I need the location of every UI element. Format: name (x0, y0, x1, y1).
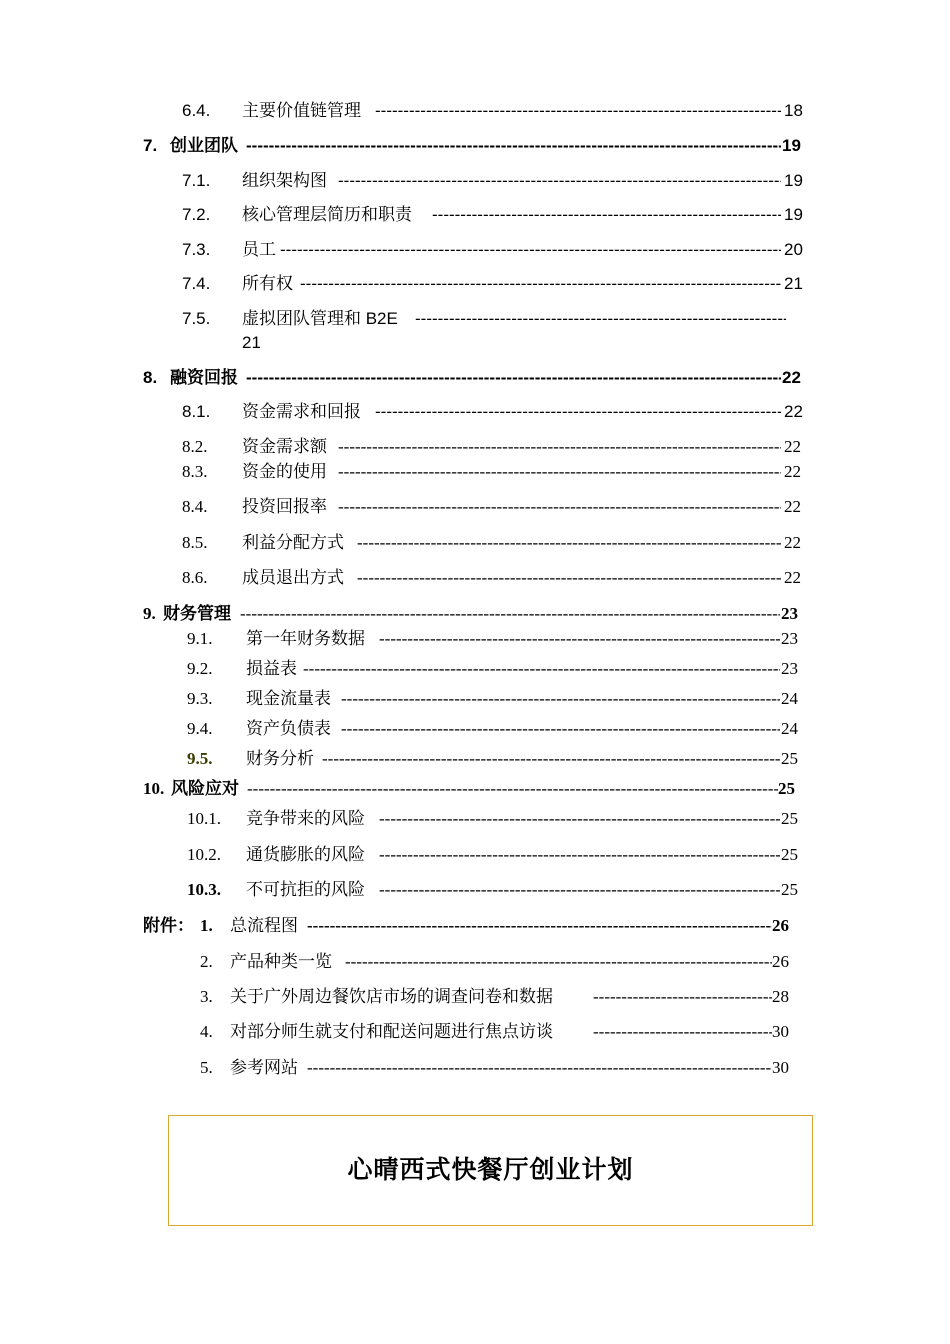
toc-number: 10.1. (187, 809, 221, 828)
toc-page: 25 (781, 880, 798, 899)
toc-page: 22 (784, 533, 801, 552)
toc-label: 资金需求和回报 (242, 402, 361, 421)
toc-number: 8. (143, 368, 158, 387)
toc-entry-8-2[interactable] (0, 434, 950, 460)
toc-page: 22 (784, 437, 801, 456)
toc-page: 26 (772, 916, 789, 935)
toc-leader (280, 237, 781, 263)
toc-label: 创业团队 (170, 136, 238, 155)
toc-number: 7.2. (182, 205, 211, 224)
toc-leader (240, 601, 780, 627)
toc-label: 通货膨胀的风险 (246, 845, 365, 864)
toc-label: 产品种类一览 (230, 952, 332, 971)
toc-entry-7-3[interactable] (0, 237, 950, 263)
toc-page: 18 (784, 101, 803, 120)
toc-page: 19 (784, 171, 803, 190)
toc-leader (338, 168, 781, 194)
toc-number: 8.4. (182, 497, 208, 516)
toc-label: 利益分配方式 (242, 533, 344, 552)
toc-number: 1. (200, 916, 213, 935)
toc-entry-appendix-2[interactable] (0, 949, 950, 975)
toc-number: 7.1. (182, 171, 211, 190)
toc-number: 10.3. (187, 880, 221, 899)
toc-number: 7.5. (182, 309, 211, 328)
toc-number: 6.4. (182, 101, 211, 120)
toc-page: 30 (772, 1058, 789, 1077)
toc-leader (379, 842, 780, 868)
toc-page: 30 (772, 1022, 789, 1041)
toc-number: 9.3. (187, 689, 213, 708)
toc-leader (379, 806, 780, 832)
toc-entry-8[interactable] (0, 365, 950, 391)
toc-label: 资金需求额 (242, 437, 327, 456)
toc-entry-8-4[interactable] (0, 494, 950, 520)
toc-leader (322, 746, 780, 772)
toc-entry-6-4[interactable] (0, 98, 950, 124)
toc-entry-8-5[interactable] (0, 530, 950, 556)
toc-number: 2. (200, 952, 213, 971)
toc-leader (345, 949, 772, 975)
toc-entry-10-1[interactable] (0, 806, 950, 832)
toc-page: 25 (781, 809, 798, 828)
toc-label: 财务管理 (163, 604, 231, 623)
toc-page: 21 (784, 274, 803, 293)
title-box (168, 1115, 813, 1226)
toc-label: 不可抗拒的风险 (246, 880, 365, 899)
toc-leader (415, 306, 786, 332)
toc-entry-8-6[interactable] (0, 565, 950, 591)
toc-label: 员工 (242, 240, 276, 259)
toc-page: 23 (781, 659, 798, 678)
toc-label: 竞争带来的风险 (246, 809, 365, 828)
toc-appendix-prefix: 附件： (143, 916, 194, 935)
toc-number: 7. (143, 136, 158, 155)
toc-entry-10[interactable] (0, 776, 950, 802)
toc-label: 投资回报率 (242, 497, 327, 516)
toc-page: 21 (242, 333, 261, 352)
toc-leader (593, 1019, 772, 1045)
toc-entry-7-4[interactable] (0, 271, 950, 297)
toc-number: 9.2. (187, 659, 213, 678)
toc-number: 8.1. (182, 402, 211, 421)
toc-label: 融资回报 (170, 368, 238, 387)
toc-entry-7-2[interactable] (0, 202, 950, 228)
toc-leader (307, 913, 772, 939)
toc-label: 财务分析 (246, 749, 314, 768)
toc-leader (300, 271, 781, 297)
toc-entry-10-3[interactable] (0, 877, 950, 903)
toc-leader (375, 399, 781, 425)
toc-page: 22 (784, 402, 803, 421)
toc-entry-appendix-1[interactable] (0, 913, 950, 939)
toc-leader (341, 716, 780, 742)
toc-number: 7.3. (182, 240, 211, 259)
toc-label: 资产负债表 (246, 719, 331, 738)
toc-label: 第一年财务数据 (246, 629, 365, 648)
toc-number: 10. (143, 779, 165, 798)
toc-number: 3. (200, 987, 213, 1006)
toc-page: 22 (784, 497, 801, 516)
toc-page: 28 (772, 987, 789, 1006)
toc-entry-appendix-3[interactable] (0, 984, 950, 1010)
toc-entry-9[interactable] (0, 601, 950, 627)
toc-number: 9. (143, 604, 156, 623)
toc-page: 26 (772, 952, 789, 971)
toc-entry-7-5[interactable] (0, 306, 950, 358)
toc-leader (432, 202, 781, 228)
toc-number: 9.1. (187, 629, 213, 648)
toc-number: 9.4. (187, 719, 213, 738)
toc-entry-appendix-5[interactable] (0, 1055, 950, 1081)
toc-label: 主要价值链管理 (242, 101, 361, 120)
toc-leader (247, 776, 778, 802)
toc-leader (338, 459, 781, 485)
toc-leader (379, 877, 780, 903)
toc-page: 23 (781, 629, 798, 648)
toc-page: 24 (781, 689, 798, 708)
toc-number: 8.2. (182, 437, 208, 456)
toc-page: 22 (784, 568, 801, 587)
toc-number: 10.2. (187, 845, 221, 864)
toc-number: 8.6. (182, 568, 208, 587)
toc-label: 总流程图 (230, 916, 298, 935)
toc-label: 组织架构图 (242, 171, 327, 190)
toc-leader (303, 656, 780, 682)
toc-page: 24 (781, 719, 798, 738)
toc-label: 成员退出方式 (242, 568, 344, 587)
toc-label: 关于广外周边餐饮店市场的调查问卷和数据 (230, 987, 553, 1006)
toc-page: 20 (784, 240, 803, 259)
toc-label: 所有权 (242, 274, 293, 293)
toc-leader (246, 365, 781, 391)
toc-entry-7[interactable] (0, 133, 950, 159)
toc-entry-appendix-4[interactable] (0, 1019, 950, 1045)
toc-leader (307, 1055, 772, 1081)
toc-page: 22 (782, 368, 801, 387)
toc-label: 参考网站 (230, 1058, 298, 1077)
toc-leader (246, 133, 781, 159)
toc-entry-9-3[interactable] (0, 686, 950, 712)
toc-page: 23 (781, 604, 798, 623)
toc-entry-10-2[interactable] (0, 842, 950, 868)
toc-number: 8.3. (182, 462, 208, 481)
toc-label: 资金的使用 (242, 462, 327, 481)
toc-page: 19 (782, 136, 801, 155)
toc-label: 虚拟团队管理和 B2E (242, 309, 398, 328)
toc-leader (375, 98, 781, 124)
toc-leader (357, 530, 781, 556)
document-title: 心晴西式快餐厅创业计划 (347, 1155, 634, 1184)
toc-label: 对部分师生就支付和配送问题进行焦点访谈 (230, 1022, 553, 1041)
toc-entry-8-3[interactable] (0, 459, 950, 485)
toc-label: 损益表 (246, 659, 297, 678)
toc-number: 5. (200, 1058, 213, 1077)
toc-page: 25 (778, 779, 795, 798)
toc-entry-7-1[interactable] (0, 168, 950, 194)
toc-page: 25 (781, 749, 798, 768)
toc-leader (357, 565, 781, 591)
toc-number: 9.5. (187, 749, 213, 768)
toc-leader (338, 494, 781, 520)
toc-leader (338, 434, 781, 460)
toc-number: 8.5. (182, 533, 208, 552)
toc-entry-9-1[interactable] (0, 626, 950, 652)
toc-label: 现金流量表 (246, 689, 331, 708)
toc-page: 25 (781, 845, 798, 864)
toc-entry-8-1[interactable] (0, 399, 950, 425)
toc-label: 风险应对 (171, 779, 239, 798)
toc-number: 4. (200, 1022, 213, 1041)
toc-label: 核心管理层简历和职责 (242, 205, 412, 224)
toc-page: 19 (784, 205, 803, 224)
toc-leader (341, 686, 780, 712)
toc-entry-9-5[interactable] (0, 746, 950, 772)
toc-entry-9-4[interactable] (0, 716, 950, 742)
toc-page: 22 (784, 462, 801, 481)
toc-number: 7.4. (182, 274, 211, 293)
toc-leader (593, 984, 772, 1010)
toc-entry-9-2[interactable] (0, 656, 950, 682)
toc-leader (379, 626, 780, 652)
